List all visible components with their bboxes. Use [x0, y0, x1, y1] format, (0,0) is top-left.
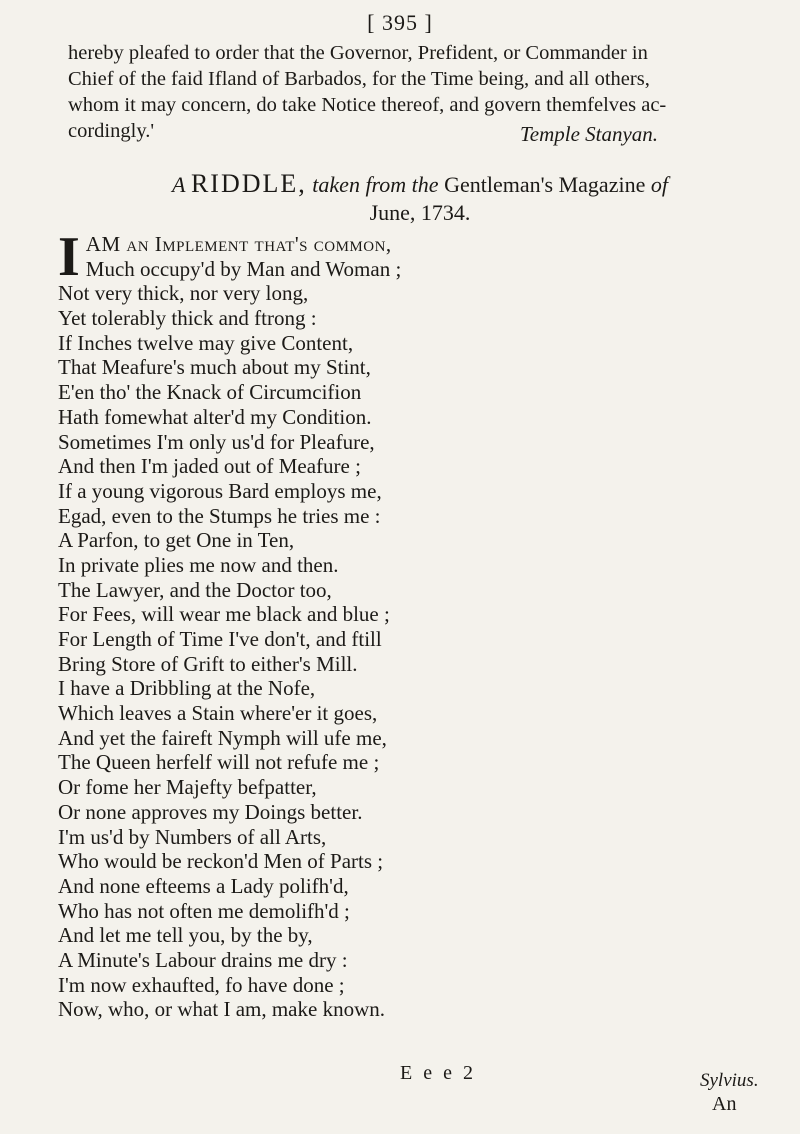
poem-line: And then I'm jaded out of Meafure ; [58, 454, 361, 479]
poem-line: A Parfon, to get One in Ten, [58, 528, 295, 553]
poem-line: E'en tho' the Knack of Circumcifion [58, 380, 362, 405]
riddle-poem [58, 226, 658, 1022]
poem-line: If a young vigorous Bard employs me, [58, 478, 382, 503]
poem-line: Bring Store of Grift to either's Mill. [58, 651, 358, 676]
poem-line: For Length of Time I've don't, and ftill [58, 627, 382, 652]
proclamation-signature: Temple Stanyan. [520, 122, 659, 146]
riddle-title-word: RIDDLE, [190, 169, 307, 198]
poem-lines [58, 257, 658, 1022]
drop-cap: I [58, 226, 80, 288]
poem-line: And none efteems a Lady polifh'd, [58, 873, 349, 898]
poem-line: I'm now exhaufted, fo have done ; [58, 972, 345, 997]
riddle-title [140, 170, 700, 227]
poem-line: Or fome her Majefty befpatter, [58, 775, 317, 800]
poem-line: I'm us'd by Numbers of all Arts, [58, 824, 327, 849]
catchword: An [712, 1093, 737, 1115]
poem-line: Which leaves a Stain where'er it goes, [58, 701, 378, 726]
poem-line: Now, who, or what I am, make known. [58, 997, 385, 1022]
proclamation-line: cordingly.' [68, 120, 155, 142]
poem-line: For Fees, will wear me black and blue ; [58, 602, 390, 627]
poem-line: If Inches twelve may give Content, [58, 330, 354, 355]
proclamation-line: whom it may concern, do take Notice thereof, and govern themfelves ac- [68, 94, 667, 116]
poem-line: That Meafure's much about my Stint, [58, 355, 371, 380]
riddle-title-source: Gentleman's Magazine [444, 172, 646, 197]
poem-line: A Minute's Labour drains me dry : [58, 947, 348, 972]
proclamation-line: Chief of the faid Ifland of Barbados, for the Time being, and all others, [68, 68, 650, 90]
proclamation-line: hereby pleafed to order that the Governor, Prefident, or Commander in [68, 42, 648, 64]
riddle-title-taken: taken from the [312, 172, 439, 197]
proclamation-text [68, 40, 768, 144]
poem-line: Hath fomewhat alter'd my Condition. [58, 404, 372, 429]
poem-line: Not very thick, nor very long, [58, 281, 309, 306]
poem-line: I have a Dribbling at the Nofe, [58, 676, 316, 701]
poem-line: Egad, even to the Stumps he tries me : [58, 503, 381, 528]
poem-line: Or none approves my Doings better. [58, 799, 363, 824]
poem-line: AM an Implement that's common, [85, 232, 392, 256]
poem-line: Yet tolerably thick and ftrong : [58, 306, 317, 331]
riddle-title-date: June, 1734. [369, 200, 471, 225]
poem-line: The Lawyer, and the Doctor too, [58, 577, 332, 602]
poem-line: Sometimes I'm only us'd for Pleafure, [58, 429, 375, 454]
poem-line: Who has not often me demolifh'd ; [58, 898, 350, 923]
riddle-title-article: A [172, 172, 186, 197]
poem-line: The Queen herfelf will not refufe me ; [58, 750, 380, 775]
page-number: [ 395 ] [367, 10, 433, 35]
poem-line: And let me tell you, by the by, [58, 923, 313, 948]
signature-mark: E e e 2 [400, 1062, 476, 1084]
poem-line: Who would be reckon'd Men of Parts ; [58, 849, 384, 874]
poem-line: In private plies me now and then. [58, 552, 339, 577]
poem-line: Much occupy'd by Man and Woman ; [85, 256, 402, 281]
poem-line: And yet the faireft Nymph will ufe me, [58, 725, 387, 750]
riddle-title-of: of [650, 172, 668, 197]
riddle-author: Sylvius. [700, 1070, 759, 1091]
